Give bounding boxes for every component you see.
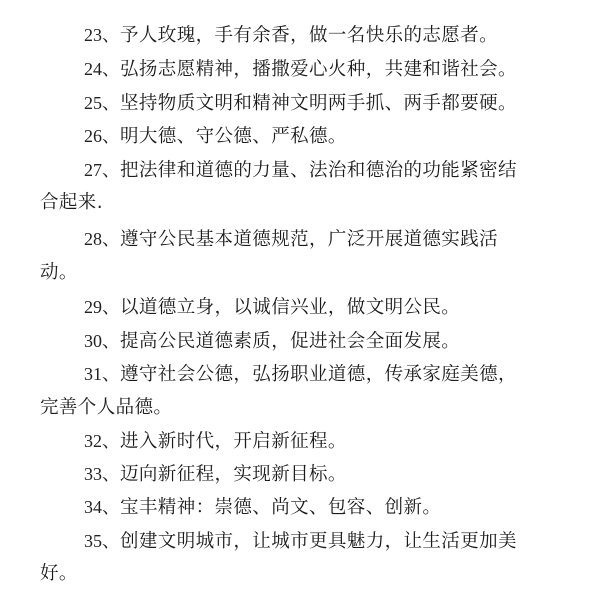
list-item-25 — [0, 86, 600, 120]
item-text: 创建文明城市，让城市更具魅力，让生活更加美 — [120, 531, 517, 552]
item-text: 以道德立身，以诚信兴业，做文明公民。 — [120, 297, 461, 318]
item-number: 32、 — [84, 431, 120, 451]
item-number: 33、 — [84, 464, 120, 484]
list-item-31-continuation: 完善个人品德。 — [40, 397, 173, 418]
item-number: 34、 — [84, 497, 120, 517]
item-number: 30、 — [84, 331, 120, 351]
list-item-32 — [0, 424, 600, 458]
item-text: 进入新时代，开启新征程。 — [120, 431, 347, 452]
item-text: 明大德、守公德、严私德。 — [120, 126, 347, 147]
list-item-31 — [0, 357, 600, 391]
list-item-27-continuation: 合起来. — [40, 192, 103, 213]
list-item-35 — [0, 524, 600, 558]
item-text: 宝丰精神：崇德、尚文、包容、创新。 — [120, 497, 442, 518]
list-item-33 — [0, 457, 600, 491]
list-item-35-continuation: 好。 — [40, 563, 78, 584]
item-number: 35、 — [84, 531, 120, 551]
item-number: 24、 — [84, 59, 120, 79]
list-item-24 — [0, 52, 600, 86]
list-item-30 — [0, 324, 600, 358]
item-text: 提高公民道德素质，促进社会全面发展。 — [120, 331, 461, 352]
item-text: 遵守社会公德，弘扬职业道德，传承家庭美德， — [120, 364, 517, 385]
item-text: 迈向新征程，实现新目标。 — [120, 464, 347, 485]
item-number: 28、 — [84, 229, 120, 249]
item-number: 31、 — [84, 364, 120, 384]
item-number: 26、 — [84, 126, 120, 146]
list-item-26 — [0, 119, 600, 153]
item-text: 弘扬志愿精神，播撒爱心火种，共建和谐社会。 — [120, 59, 517, 80]
item-text: 坚持物质文明和精神文明两手抓、两手都要硬。 — [120, 93, 517, 114]
list-item-28-continuation: 动。 — [40, 262, 78, 283]
item-number: 25、 — [84, 93, 120, 113]
list-item-23 — [0, 18, 600, 52]
list-item-28 — [0, 222, 600, 256]
list-item-34 — [0, 490, 600, 524]
list-item-29 — [0, 290, 600, 324]
item-number: 23、 — [84, 25, 120, 45]
item-text: 予人玫瑰，手有余香，做一名快乐的志愿者。 — [120, 25, 499, 46]
item-text: 把法律和道德的力量、法治和德治的功能紧密结 — [120, 160, 517, 181]
list-item-27 — [0, 153, 600, 187]
item-number: 27、 — [84, 160, 120, 180]
item-number: 29、 — [84, 297, 120, 317]
item-text: 遵守公民基本道德规范，广泛开展道德实践活 — [120, 229, 499, 250]
